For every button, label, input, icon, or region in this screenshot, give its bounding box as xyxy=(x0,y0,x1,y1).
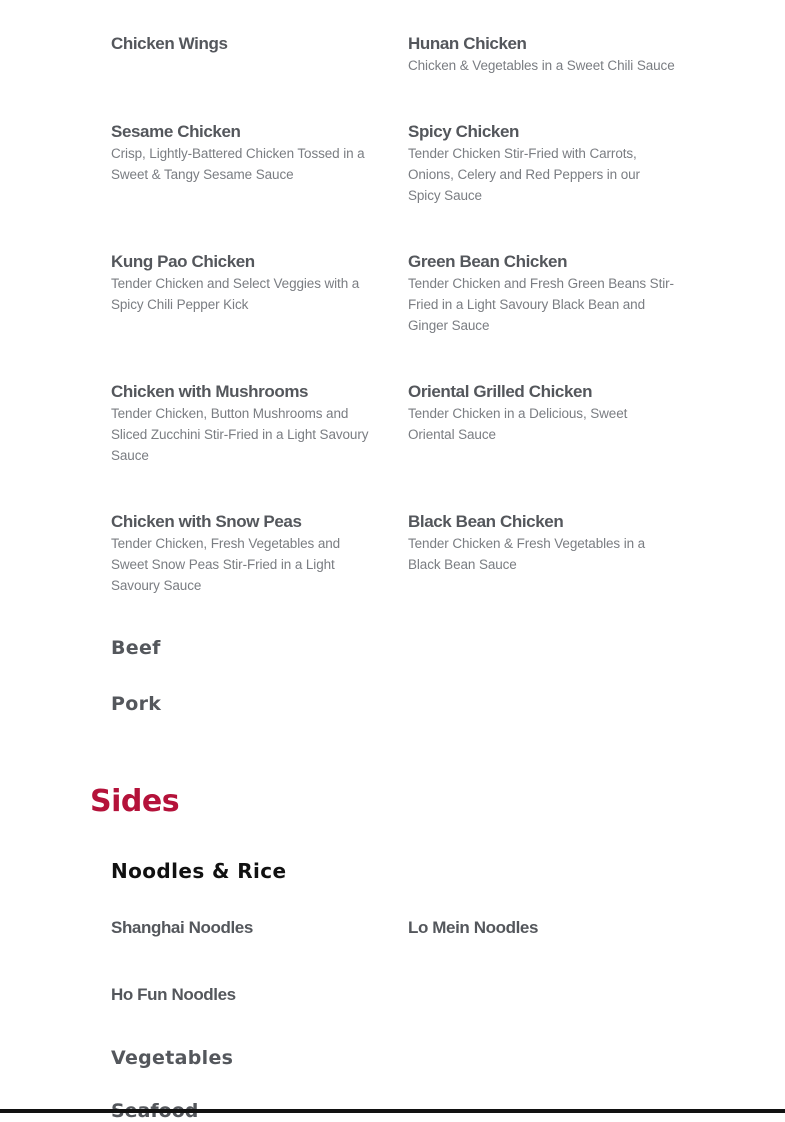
menu-item-title: Kung Pao Chicken xyxy=(111,252,255,271)
menu-item[interactable] xyxy=(111,251,379,315)
category-seafood[interactable] xyxy=(111,1100,198,1109)
menu-item-title: Black Bean Chicken xyxy=(408,512,564,531)
category-pork[interactable]: Pork xyxy=(111,693,162,715)
subsection-title-noodles-rice: Noodles & Rice xyxy=(111,859,287,883)
menu-item-description: Tender Chicken Stir-Fried with Carrots, Onions, Celery and Red Peppers in our Spicy Sauce xyxy=(408,146,640,203)
menu-item[interactable] xyxy=(111,984,379,1006)
menu-item-title: Lo Mein Noodles xyxy=(408,918,539,937)
menu-item[interactable] xyxy=(111,511,379,596)
menu-item[interactable] xyxy=(111,917,379,939)
section-title-sides: Sides xyxy=(90,784,180,819)
menu-item[interactable] xyxy=(408,33,676,76)
category-vegetables[interactable]: Vegetables xyxy=(111,1047,234,1069)
menu-item-title: Chicken with Snow Peas xyxy=(111,512,302,531)
menu-item-description: Tender Chicken and Select Veggies with a Spicy Chili Pepper Kick xyxy=(111,276,360,312)
menu-item-description: Tender Chicken, Fresh Vegetables and Sweet Snow Peas Stir-Fried in a Light Savoury Sauce xyxy=(111,536,341,593)
menu-item-title: Spicy Chicken xyxy=(408,122,520,141)
menu-item-title: Shanghai Noodles xyxy=(111,918,253,937)
menu-item[interactable] xyxy=(111,381,379,466)
menu-item-title: Green Bean Chicken xyxy=(408,252,568,271)
category-beef[interactable]: Beef xyxy=(111,637,161,659)
menu-item-title: Oriental Grilled Chicken xyxy=(408,382,593,401)
menu-item[interactable] xyxy=(408,511,676,575)
menu-item-title: Hunan Chicken xyxy=(408,34,527,53)
menu-item-description: Tender Chicken in a Delicious, Sweet Oriental Sauce xyxy=(408,406,628,442)
menu-item[interactable] xyxy=(111,33,379,55)
bottom-divider xyxy=(0,1109,785,1113)
menu-item-title: Sesame Chicken xyxy=(111,122,241,141)
menu-item-description: Tender Chicken & Fresh Vegetables in a Black Bean Sauce xyxy=(408,536,646,572)
menu-item-title: Ho Fun Noodles xyxy=(111,985,236,1004)
menu-item-title: Chicken Wings xyxy=(111,34,228,53)
menu-item-description: Tender Chicken, Button Mushrooms and Sliced Zucchini Stir-Fried in a Light Savoury Sauce xyxy=(111,406,369,463)
menu-item-description: Tender Chicken and Fresh Green Beans Stir-Fried in a Light Savoury Black Bean and Ginger Sauce xyxy=(408,276,674,333)
menu-item-title: Chicken with Mushrooms xyxy=(111,382,309,401)
menu-item-description: Crisp, Lightly-Battered Chicken Tossed in a Sweet & Tangy Sesame Sauce xyxy=(111,146,365,182)
menu-item[interactable] xyxy=(408,251,676,336)
menu-item[interactable] xyxy=(408,121,676,206)
menu-item[interactable] xyxy=(111,121,379,185)
menu-item-description: Chicken & Vegetables in a Sweet Chili Sauce xyxy=(408,58,675,73)
menu-item[interactable] xyxy=(408,381,676,445)
menu-item[interactable] xyxy=(408,917,676,939)
